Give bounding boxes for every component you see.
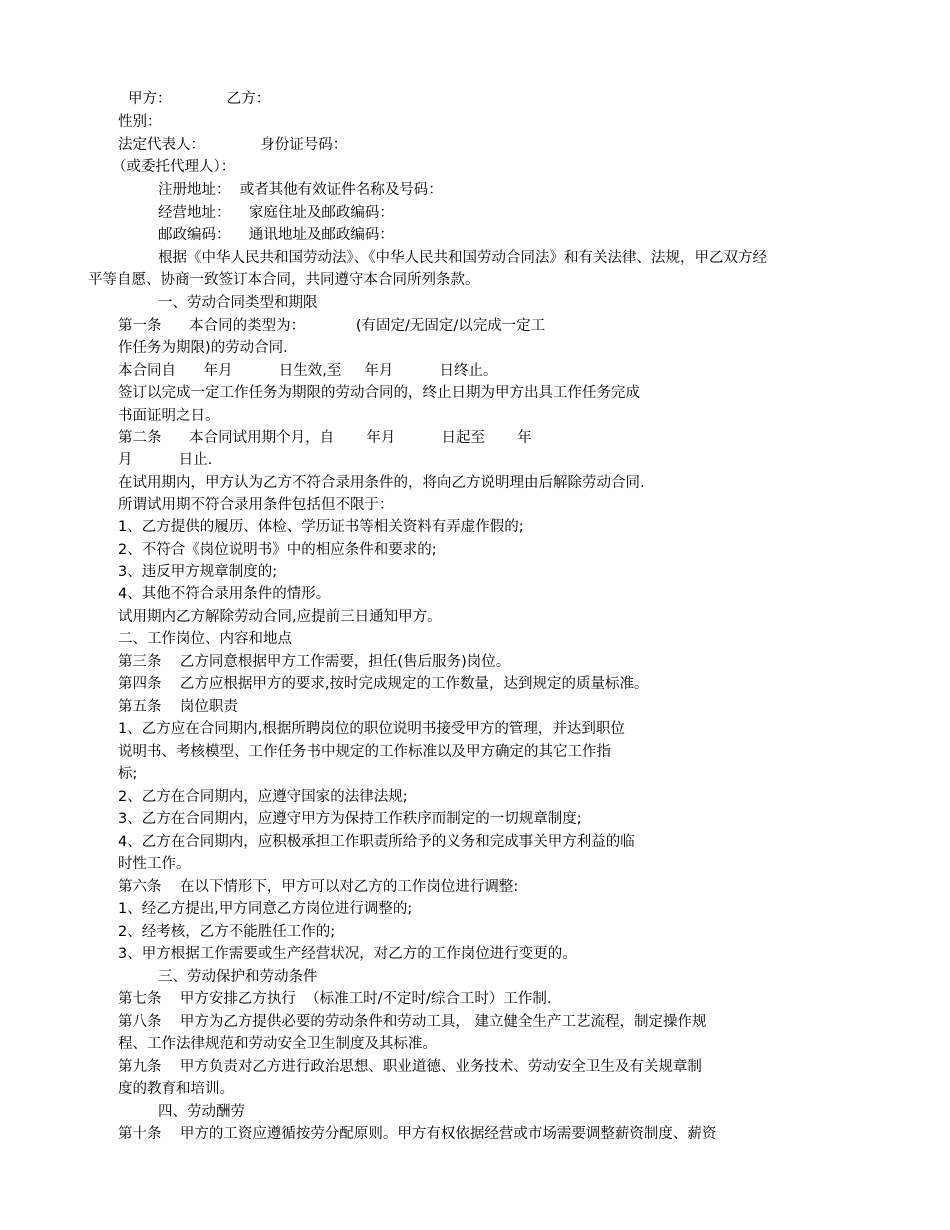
article-10-line-1: 第十条 甲方的工资应遵循按劳分配原则。甲方有权依据经营或市场需要调整薪资制度、薪资 bbox=[118, 1126, 717, 1142]
article-5-title: 第五条 岗位职责 bbox=[118, 699, 238, 715]
article-4: 第四条 乙方应根据甲方的要求,按时完成规定的工作数量，达到规定的质量标准。 bbox=[118, 676, 649, 692]
article-9-line-1: 第九条 甲方负责对乙方进行政治思想、职业道德、业务技术、劳动安全卫生及有关规章制 bbox=[118, 1059, 702, 1075]
article-2-item-3: 3、违反甲方规章制度的; bbox=[118, 564, 278, 580]
article-6-title: 第六条 在以下情形下，甲方可以对乙方的工作岗位进行调整: bbox=[118, 879, 519, 895]
section-3-heading: 三、劳动保护和劳动条件 bbox=[158, 969, 318, 985]
section-2-heading: 二、工作岗位、内容和地点 bbox=[118, 631, 292, 647]
reg-address-line: 注册地址： 或者其他有效证件名称及号码： bbox=[158, 182, 443, 198]
article-2-line-1: 第二条 本合同试用期个月，自 年月 日起至 年 bbox=[118, 430, 532, 446]
article-2-item-1: 1、乙方提供的履历、体检、学历证书等相关资料有弄虚作假的; bbox=[118, 519, 524, 535]
rep-line: 法定代表人： 身份证号码： bbox=[118, 137, 348, 153]
gender-line: 性别： bbox=[118, 114, 162, 130]
article-5-line-6: 4、乙方在合同期内，应积极承担工作职责所给予的义务和完成事关甲方利益的临 bbox=[118, 834, 635, 850]
article-7: 第七条 甲方安排乙方执行 （标准工时/不定时/综合工时）工作制. bbox=[118, 991, 552, 1007]
article-3: 第三条 乙方同意根据甲方工作需要，担任(售后服务)岗位。 bbox=[118, 654, 511, 670]
article-8-line-2: 程、工作法律规范和劳动安全卫生制度及其标准。 bbox=[118, 1036, 437, 1052]
article-1-line-3: 本合同自 年月 日生效,至 年月 日终止。 bbox=[118, 363, 498, 379]
biz-address-line: 经营地址： 家庭住址及邮政编码： bbox=[158, 205, 394, 221]
article-1-line-2: 作任务为期限)的劳动合同. bbox=[118, 340, 288, 356]
article-5-line-1: 1、乙方应在合同期内,根据所聘岗位的职位说明书接受甲方的管理，并达到职位 bbox=[118, 721, 625, 737]
article-2-item-4: 4、其他不符合录用条件的情形。 bbox=[118, 586, 331, 602]
article-2-line-2: 月 日止. bbox=[118, 452, 213, 468]
article-6-item-2: 2、经考核，乙方不能胜任工作的; bbox=[118, 924, 336, 940]
preamble-line-1: 根据《中华人民共和国劳动法》、《中华人民共和国劳动合同法》和有关法律、法规，甲乙双方经 bbox=[158, 250, 767, 266]
section-1-heading: 一、劳动合同类型和期限 bbox=[158, 295, 318, 311]
postcode-line: 邮政编码： 通讯地址及邮政编码： bbox=[158, 227, 394, 243]
article-6-item-1: 1、经乙方提出,甲方同意乙方岗位进行调整的; bbox=[118, 901, 413, 917]
section-4-heading: 四、劳动酬劳 bbox=[158, 1104, 245, 1120]
article-2-line-5: 试用期内乙方解除劳动合同,应提前三日通知甲方。 bbox=[118, 609, 442, 625]
article-5-line-5: 3、乙方在合同期内，应遵守甲方为保持工作秩序而制定的一切规章制度; bbox=[118, 811, 582, 827]
article-2-line-4: 所谓试用期不符合录用条件包括但不限于： bbox=[118, 497, 394, 513]
article-6-item-3: 3、甲方根据工作需要或生产经营状况，对乙方的工作岗位进行变更的。 bbox=[118, 946, 577, 962]
agent-line: （或委托代理人）： bbox=[112, 159, 236, 175]
article-9-line-2: 度的教育和培训。 bbox=[118, 1081, 234, 1097]
preamble-line-2: 平等自愿、协商一致签订本合同，共同遵守本合同所列条款。 bbox=[88, 272, 480, 288]
article-1-line-1: 第一条 本合同的类型为： (有固定/无固定/以完成一定工 bbox=[118, 318, 546, 334]
article-5-line-2: 说明书、考核模型、工作任务书中规定的工作标准以及甲方确定的其它工作指 bbox=[118, 744, 611, 760]
article-5-line-4: 2、乙方在合同期内，应遵守国家的法律法规; bbox=[118, 789, 408, 805]
article-1-line-5: 书面证明之日。 bbox=[118, 408, 220, 424]
party-line: 甲方： 乙方： bbox=[128, 91, 271, 107]
article-8-line-1: 第八条 甲方为乙方提供必要的劳动条件和劳动工具， 建立健全生产工艺流程，制定操作规 bbox=[118, 1014, 707, 1030]
article-2-line-3: 在试用期内，甲方认为乙方不符合录用条件的，将向乙方说明理由后解除劳动合同. bbox=[118, 475, 645, 491]
article-2-item-2: 2、不符合《岗位说明书》中的相应条件和要求的; bbox=[118, 542, 437, 558]
article-5-line-3: 标; bbox=[118, 766, 138, 782]
article-5-line-7: 时性工作。 bbox=[118, 856, 191, 872]
article-1-line-4: 签订以完成一定工作任务为期限的劳动合同的，终止日期为甲方出具工作任务完成 bbox=[118, 385, 640, 401]
